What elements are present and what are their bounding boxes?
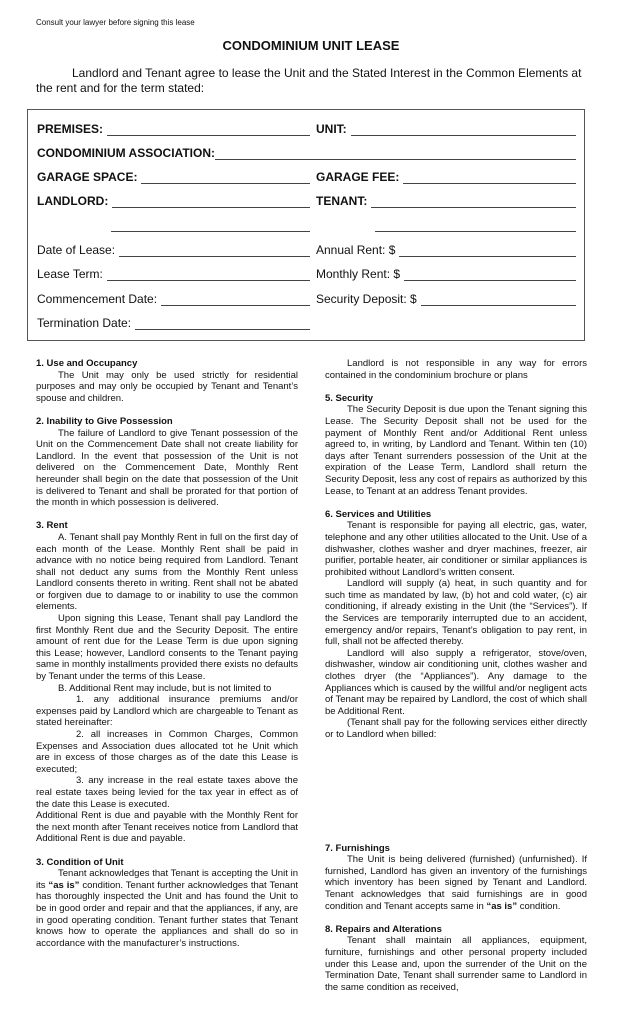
section-3-rent-b: B. Additional Rent may include, but is not limited to [58,682,272,694]
furnishings-text-part-1: The Unit is being delivered (furnished) (unfurnished). If furnished, Landlord has given an inventory of the furnishings which inventory has been signed by Tenant and Landlord. Tenant acknowledges that said furnishings are in good condition and Tenant accepts same in [325,854,587,912]
commencement-date-line[interactable] [161,293,310,306]
lease-term-line[interactable] [107,268,310,281]
premises-label: PREMISES: [37,122,104,136]
security-deposit-field[interactable] [316,290,576,306]
lease-term-field[interactable] [37,265,310,281]
unit-line[interactable] [351,123,576,136]
condo-association-line[interactable] [215,147,576,160]
section-3-item-2: 2. all increases in Common Charges, Common Expenses and Association dues allocated tot he Unit which are in excess of those charges as of the date this Lease is executed; [36,729,298,775]
right-column [325,358,587,993]
section-2-text: The failure of Landlord to give Tenant possession of the Unit on the Commencement Date shall not create liability for Landlord. In the event that possession of the Unit is not delivered on the Commencement Date, Monthly Rent hereunder shall begin on the date that possession of the Unit is delivered to Tenant and shall be prorated for that portion of the month in which possession is delivered. [36,427,298,509]
security-deposit-line[interactable] [421,293,576,306]
section-3-item-3: 3. any increase in the real estate taxes above the real estate taxes being levied for the tax year in effect as of the date this Lease is executed. [36,775,298,810]
lease-terms-box [27,109,585,341]
tenant-label: TENANT: [316,194,368,208]
as-is-emphasis: “as is” [48,879,80,891]
date-of-lease-field[interactable] [37,241,310,257]
section-6-heading: 6. Services and Utilities [325,508,432,520]
section-3-heading: 3. Rent [36,520,68,532]
section-3-rent-upon-signing: Upon signing this Lease, Tenant shall pay Landlord the first Monthly Rent due and the Security Deposit. The entire amount of rent due for the Lease Term is due upon signing this Lease; however, Landlord consents to the Tenant paying same in monthly installments provided there exists no defaults by Tenant under the terms of this Lease. [36,613,298,683]
monthly-rent-label: Monthly Rent: $ [316,267,401,281]
section-condition-heading: 3. Condition of Unit [36,856,124,868]
monthly-rent-line[interactable] [404,268,576,281]
brochure-disclaimer: Landlord is not responsible in any way for errors contained in the condominium brochure or plans [325,358,587,381]
unit-label: UNIT: [316,122,347,136]
document-title: CONDOMINIUM UNIT LEASE [222,38,400,53]
left-column [36,358,298,949]
landlord-line[interactable] [112,195,310,208]
garage-space-line[interactable] [141,171,310,184]
commencement-date-field[interactable] [37,290,310,306]
services-blank-space [325,741,587,843]
landlord-label: LANDLORD: [37,194,109,208]
premises-line[interactable] [107,123,310,136]
termination-date-line[interactable] [135,317,310,330]
landlord-line-2[interactable] [111,216,310,232]
section-7-text [325,854,587,912]
section-8-heading: 8. Repairs and Alterations [325,923,442,935]
section-3-additional-rent: Additional Rent is due and payable with the Monthly Rent for the next month after Tenant receives notice from Landlord that Additional Rent is due and payable. [36,810,298,845]
security-deposit-label: Security Deposit: $ [316,292,417,306]
garage-space-label: GARAGE SPACE: [37,170,138,184]
garage-fee-line[interactable] [403,171,576,184]
monthly-rent-field[interactable] [316,265,576,281]
section-1-text: The Unit may only be used strictly for residential purposes and may only be occupied by Tenant and Tenant’s spouse and children. [36,369,298,404]
section-2-heading: 2. Inability to Give Possession [36,415,173,427]
as-is-emphasis-2: “as is” [486,900,518,912]
section-6-text-3: Landlord will also supply a refrigerator, stove/oven, dishwasher, window air conditioning unit, clothes washer and clothes dryer (the “Appliances”). Any damage to the Appliances which is caused by the willful and/or negligent acts of Tenant may be repaired by Landlord, the cost of which shall be Additional Rent. [325,647,587,717]
condition-text-part-2: condition. Tenant further acknowledges that Tenant has thoroughly inspected the Unit and has found the Unit to be in good order and repair and that the appliances, if any, are in good operating condition. Tenant further states that Tenant knows how to operate the appliances and shall do so in accordance with the manufacturer’s instructions. [36,879,298,949]
tenant-field[interactable] [316,192,576,208]
furnishings-text-part-2: condition. [517,900,561,912]
landlord-field[interactable] [37,192,310,208]
lease-term-label: Lease Term: [37,267,103,281]
premises-field[interactable] [37,120,310,136]
commencement-date-label: Commencement Date: [37,292,158,306]
header-note: Consult your lawyer before signing this lease [36,18,195,27]
garage-fee-label: GARAGE FEE: [316,170,400,184]
date-of-lease-label: Date of Lease: [37,243,116,257]
condition-text-part-1: Tenant acknowledges that Tenant is accepting the Unit in its [36,868,298,891]
tenant-line-2[interactable] [375,216,576,232]
date-of-lease-line[interactable] [119,244,310,257]
tenant-line[interactable] [371,195,576,208]
section-6-text-4: (Tenant shall pay for the following services either directly or to Landlord when billed: [325,717,587,740]
section-1-heading: 1. Use and Occupancy [36,358,138,369]
garage-space-field[interactable] [37,168,310,184]
section-3-item-1: 1. any additional insurance premiums and/or expenses paid by Landlord which are chargeable to Tenant as stated hereinafter: [36,694,298,729]
condo-association-field[interactable] [37,144,576,160]
termination-date-label: Termination Date: [37,316,132,330]
condo-association-label: CONDOMINIUM ASSOCIATION: [37,146,215,160]
garage-fee-field[interactable] [316,168,576,184]
termination-date-field[interactable] [37,314,310,330]
landlord-extra-line[interactable] [111,219,310,232]
intro-paragraph: Landlord and Tenant agree to lease the Unit and the Stated Interest in the Common Elements at the rent and for the term stated: [36,66,582,95]
section-3-rent-a: A. Tenant shall pay Monthly Rent in full on the first day of each month of the Lease. Monthly Rent shall be paid in advance with no notice being required from Landlord. Tenant shall not deduct any sums from the Monthly Rent unless Landlord consents thereto in writing. Rent shall not be abated or forgiven due to damage to or inability to use the common elements. [36,531,298,613]
unit-field[interactable] [316,120,576,136]
annual-rent-field[interactable] [316,241,576,257]
annual-rent-line[interactable] [399,244,576,257]
section-5-heading: 5. Security [325,392,374,404]
section-condition-text [36,868,298,949]
section-8-text: Tenant shall maintain all appliances, equipment, furniture, furnishings and other personal property included under this Lease and, upon the surrender of the Unit on the Termination Date, Tenant shall surrender same to Landlord in the same condition as received, [325,935,587,993]
tenant-extra-line[interactable] [375,219,576,232]
section-7-heading: 7. Furnishings [325,842,390,854]
annual-rent-label: Annual Rent: $ [316,243,396,257]
section-6-text-2: Landlord will supply (a) heat, in such quantity and for such time as mandated by law, (b) hot and cold water, (c) air conditioning, if already existing in the Unit (the “Services”). If the Services are temporarily interrupted due to an accident, emergency and/or repairs, Tenant’s obligation to pay rent, in full, shall not be affected thereby. [325,578,587,648]
section-6-text-1: Tenant is responsible for paying all electric, gas, water, telephone and any other utilities allocated to the Unit. Use of a dishwasher, clothes washer and dryer machines, freezer, air purifier, portable heater, air conditioner or similar appliances is prohibited without Landlord’s written consent. [325,520,587,578]
section-5-text: The Security Deposit is due upon the Tenant signing this Lease. The Security Deposit shall not be used for the payment of Monthly Rent and/or Additional Rent unless agreed to, in writing, by Landlord and Tenant. Within ten (10) days after Tenant surrenders possession of the Unit at the expiration of the Lease Term, Landlord shall return the Security Deposit, less any cost of repairs as authorized by this Lease, to Tenant at an address Tenant provides. [325,404,587,497]
